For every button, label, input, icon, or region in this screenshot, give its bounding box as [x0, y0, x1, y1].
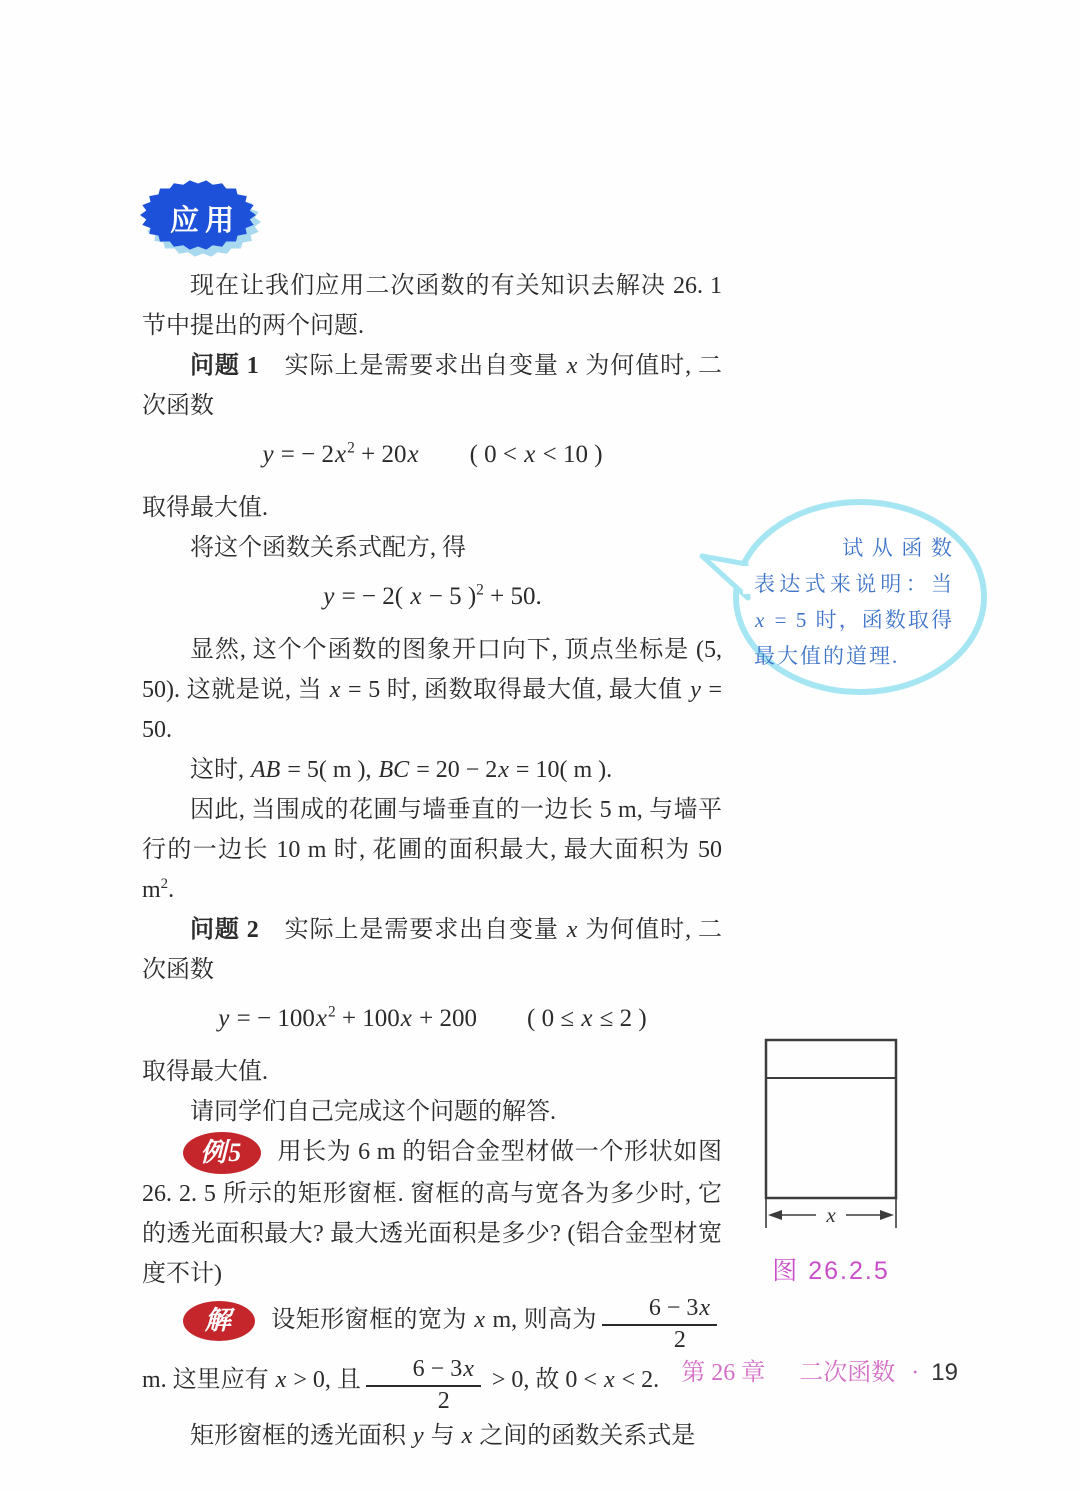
figure-caption: 图 26.2.5 [772, 1257, 890, 1285]
paragraph-garden-conclusion: 因此, 当围成的花圃与墙垂直的一边长 5 m, 与墙平行的一边长 10 m 时, 花圃的面积最大, 最大面积为 50 $m^2$. [142, 797, 722, 903]
formula-vertex-form: y = − 2( x − 5 )$^2$ + 50. [323, 581, 542, 610]
paragraph-complete-square: 将这个函数关系式配方, 得 [190, 535, 466, 561]
example5-text: 用长为 6 m 的铝合金型材做一个形状如图 26. 2. 5 所示的矩形窗框. 窗框的高与宽各为多少时, 它的透光面积最大? 最大透光面积是多少? (铝合金型材宽度不计) [142, 1139, 722, 1288]
paragraph-final: 矩形窗框的透光面积 y 与 x 之间的函数关系式是 [190, 1422, 696, 1449]
formula-quadratic-2: y = − $100x^2 + 100x + 200$ ( 0 ≤ x ≤ 2 ) [218, 1003, 647, 1032]
paragraph-max-value-2: 取得最大值. [142, 1059, 268, 1085]
main-text-column [142, 266, 722, 1456]
footer-chapter: 第 26 章 [681, 1360, 766, 1386]
solution-text: 设矩形窗框的宽为 x m, 则高为 $\frac{6 - 3x}{2}$ m. 这里应有 x > 0, 且 $\frac{6 - 3x}{2}$ > 0, 故 0 < x < 2. [142, 1307, 722, 1394]
example-5-badge: 例5 [183, 1132, 261, 1174]
margin-note-bubble [698, 494, 994, 706]
paragraph-problem2: 问题 2 实际上是需要求出自变量 x 为何值时, 二次函数 [142, 917, 723, 983]
dimension-arrowhead-right [880, 1210, 894, 1220]
paragraph-problem1: 问题 1 实际上是需要求出自变量 x 为何值时, 二次函数 [142, 353, 723, 419]
application-badge-label: 应用 [169, 204, 240, 237]
dimension-label-x: x [826, 1203, 836, 1227]
paragraph-student-task: 请同学们自己完成这个问题的解答. [190, 1099, 556, 1125]
paragraph-intro: 现在让我们应用二次函数的有关知识去解决 26. 1 节中提出的两个问题. [142, 273, 722, 339]
bubble-tail [702, 556, 748, 598]
section-badge-application [140, 180, 264, 258]
footer-page-number: 19 [931, 1359, 958, 1386]
paragraph-vertex-conclusion: 显然, 这个个函数的图象开口向下, 顶点坐标是 (5, 50). 这就是说, 当 x = 5 时, 函数取得最大值, 最大值 y = 50. [142, 637, 722, 743]
paragraph-max-value-1: 取得最大值. [142, 495, 268, 521]
footer-section-title: 二次函数 [799, 1360, 896, 1386]
window-frame-diagram [756, 1034, 906, 1234]
bubble-note-text: 试从函数表达式来说明：当 x = 5 时，函数取得最大值的道理. [754, 536, 954, 668]
formula-quadratic-1: y = − $2x^2 + 20x$ ( 0 < x < 10 ) [262, 439, 603, 468]
paragraph-example5 [142, 1132, 722, 1294]
figure-26-2-5 [756, 1034, 906, 1287]
dimension-arrowhead-left [768, 1210, 782, 1220]
page-footer [0, 1352, 958, 1387]
window-outer-frame [766, 1040, 896, 1198]
solution-badge: 解 [183, 1301, 255, 1341]
paragraph-ab-bc: 这时, AB = 5( m ), BC = 20 − 2x = 10( m ). [190, 757, 613, 783]
footer-separator-dot: · [911, 1360, 920, 1386]
